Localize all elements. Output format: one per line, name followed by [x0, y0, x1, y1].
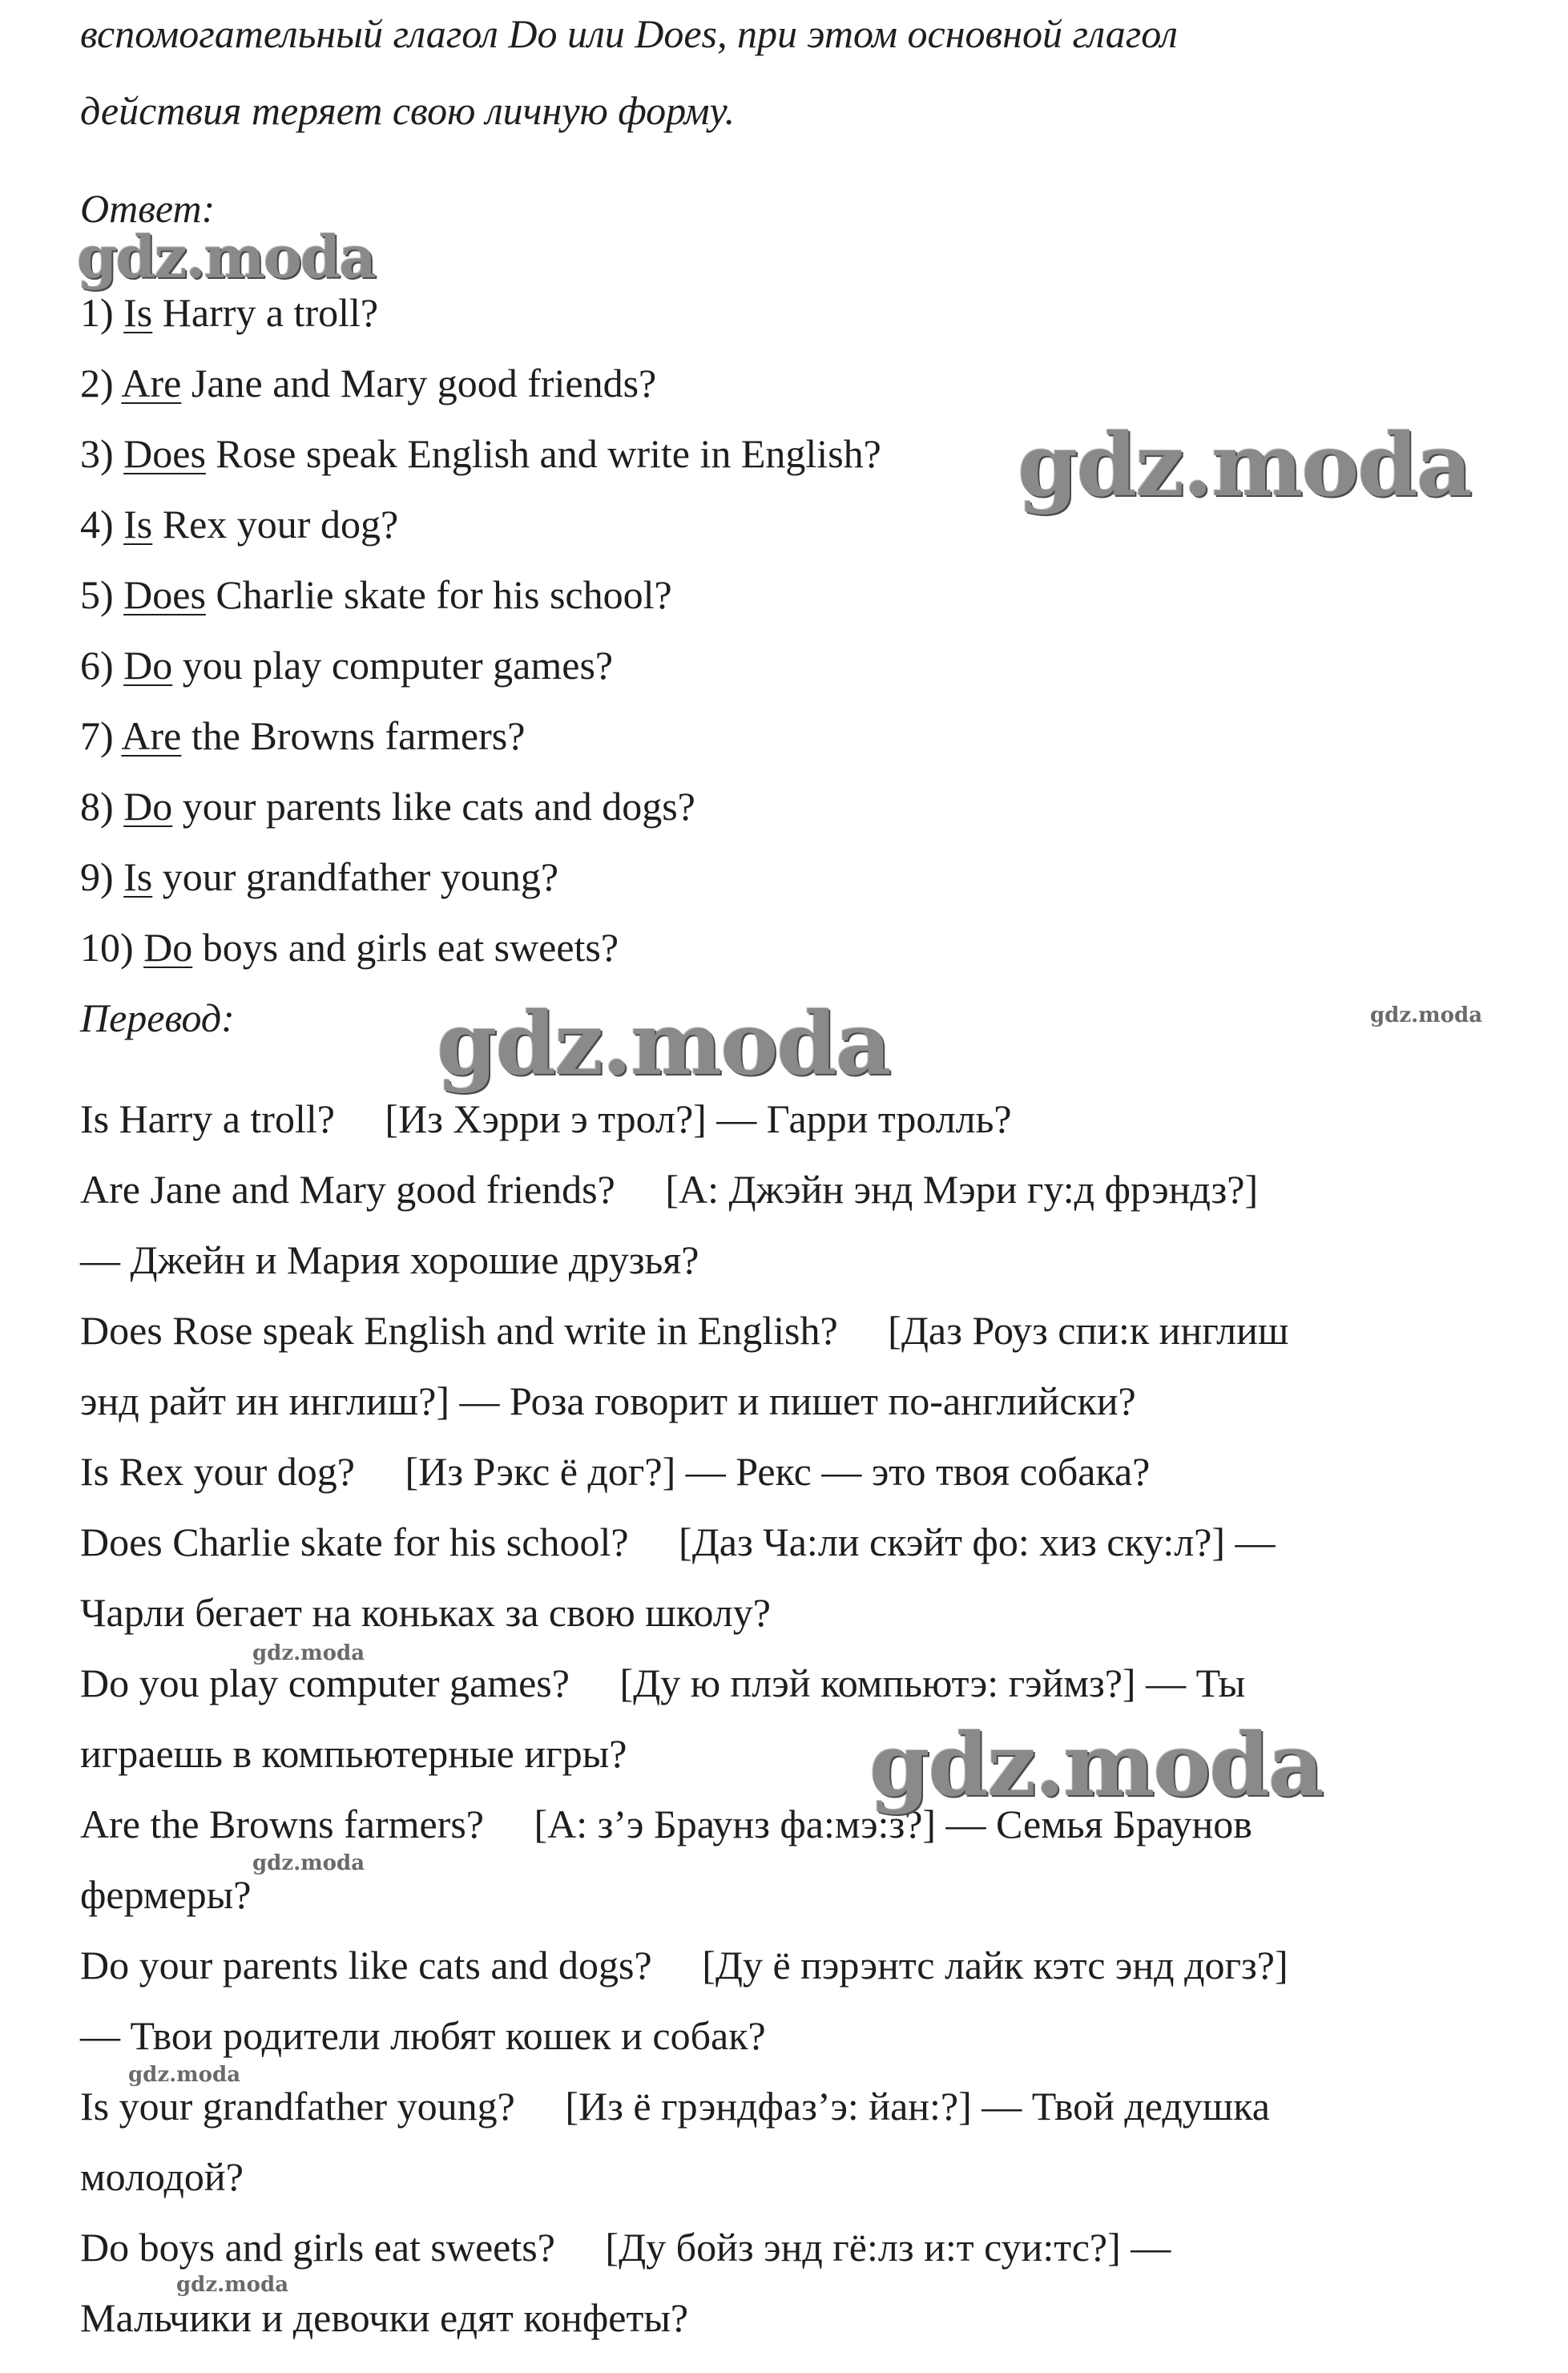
answer-text: Rose speak English and write in English?: [205, 431, 881, 476]
answer-item: [80, 782, 695, 830]
watermark-logo: gdz.moda: [252, 1851, 365, 1875]
answer-auxiliary-verb: Does: [123, 572, 206, 617]
answer-number: 9): [80, 854, 114, 899]
answer-item: [80, 430, 881, 478]
answer-text: you play computer games?: [172, 643, 614, 688]
translation-line: — Джейн и Мария хорошие друзья?: [80, 1237, 699, 1282]
answer-heading: Ответ:: [80, 186, 216, 231]
answer-number: 2): [80, 361, 114, 406]
translation-line: Does Rose speak English and write in English? [Даз Роуз спи:к инглиш: [80, 1308, 1289, 1353]
translation-line: Чарли бегает на коньках за свою школу?: [80, 1590, 771, 1635]
watermark-logo: gdz.moda: [77, 223, 375, 291]
answer-number: 1): [80, 290, 114, 335]
answer-text: boys and girls eat sweets?: [192, 925, 619, 970]
answer-item: [80, 712, 525, 760]
answer-text: your parents like cats and dogs?: [172, 784, 695, 829]
answer-item: [80, 359, 656, 407]
answer-item: [80, 500, 398, 548]
answer-auxiliary-verb: Are: [121, 361, 182, 406]
intro-line-2: действия теряет свою личную форму.: [80, 88, 736, 133]
translation-line: Is Rex your dog? [Из Рэкс ё дог?] — Рекс — это твоя собака?: [80, 1449, 1151, 1494]
answer-number: 10): [80, 925, 134, 970]
answer-auxiliary-verb: Does: [123, 431, 206, 476]
watermark-logo: gdz.moda: [1018, 415, 1471, 516]
intro-line-1: вспомогательный глагол Do или Does, при этом основной глагол: [80, 11, 1178, 56]
answer-text: the Browns farmers?: [181, 713, 526, 758]
translation-line: энд райт ин инглиш?] — Роза говорит и пишет по-английски?: [80, 1378, 1136, 1423]
answer-number: 5): [80, 572, 114, 617]
answer-auxiliary-verb: Is: [123, 854, 153, 899]
translation-line: Does Charlie skate for his school? [Даз Ча:ли скэйт фо: хиз ску:л?] —: [80, 1519, 1276, 1564]
answer-number: 3): [80, 431, 114, 476]
answer-item: [80, 923, 619, 971]
answer-auxiliary-verb: Do: [123, 784, 173, 829]
answer-number: 6): [80, 643, 114, 688]
watermark-logo: gdz.moda: [252, 1641, 365, 1665]
translation-heading: Перевод:: [80, 995, 235, 1040]
answer-auxiliary-verb: Is: [123, 502, 153, 547]
translation-line: Is your grandfather young? [Из ё грэндфаз’э: йан:?] — Твой дедушка: [80, 2084, 1270, 2129]
answer-text: your grandfather young?: [152, 854, 559, 899]
answer-item: [80, 571, 672, 619]
answer-auxiliary-verb: Do: [143, 925, 193, 970]
answer-number: 8): [80, 784, 114, 829]
translation-line: фермеры?: [80, 1872, 252, 1917]
watermark-logo: gdz.moda: [869, 1715, 1323, 1816]
translation-line: Is Harry a troll? [Из Хэрри э трол?] — Гарри тролль?: [80, 1096, 1012, 1141]
translation-line: — Твои родители любят кошек и собак?: [80, 2013, 766, 2058]
answer-text: Rex your dog?: [152, 502, 399, 547]
answer-text: Charlie skate for his school?: [205, 572, 672, 617]
translation-line: играешь в компьютерные игры?: [80, 1731, 627, 1776]
translation-line: молодой?: [80, 2154, 244, 2199]
watermark-logo: gdz.moda: [128, 2063, 241, 2087]
answer-item: [80, 853, 558, 901]
translation-line: Do your parents like cats and dogs? [Ду ё пэрэнтс лайк кэтс энд догз?]: [80, 1943, 1288, 1988]
answer-item: [80, 289, 378, 337]
answer-text: Jane and Mary good friends?: [181, 361, 657, 406]
translation-line: Мальчики и девочки едят конфеты?: [80, 2295, 689, 2340]
watermark-logo: gdz.moda: [176, 2273, 289, 2297]
answer-auxiliary-verb: Is: [123, 290, 153, 335]
watermark-logo: gdz.moda: [437, 994, 890, 1095]
watermark-logo: gdz.moda: [1370, 1003, 1483, 1027]
translation-line: Are Jane and Mary good friends? [А: Джэйн энд Мэри гу:д фрэндз?]: [80, 1167, 1259, 1212]
translation-line: Do boys and girls eat sweets? [Ду бойз энд гё:лз и:т суи:тс?] —: [80, 2225, 1171, 2270]
answer-auxiliary-verb: Do: [123, 643, 173, 688]
answer-number: 7): [80, 713, 114, 758]
answer-text: Harry a troll?: [152, 290, 379, 335]
answer-number: 4): [80, 502, 114, 547]
translation-line: Do you play computer games? [Ду ю плэй компьютэ: гэймз?] — Ты: [80, 1661, 1246, 1705]
translation-line: Are the Browns farmers? [А: з’э Браунз фа:мэ:з?] — Семья Браунов: [80, 1802, 1252, 1846]
answer-item: [80, 641, 613, 689]
answer-auxiliary-verb: Are: [121, 713, 182, 758]
